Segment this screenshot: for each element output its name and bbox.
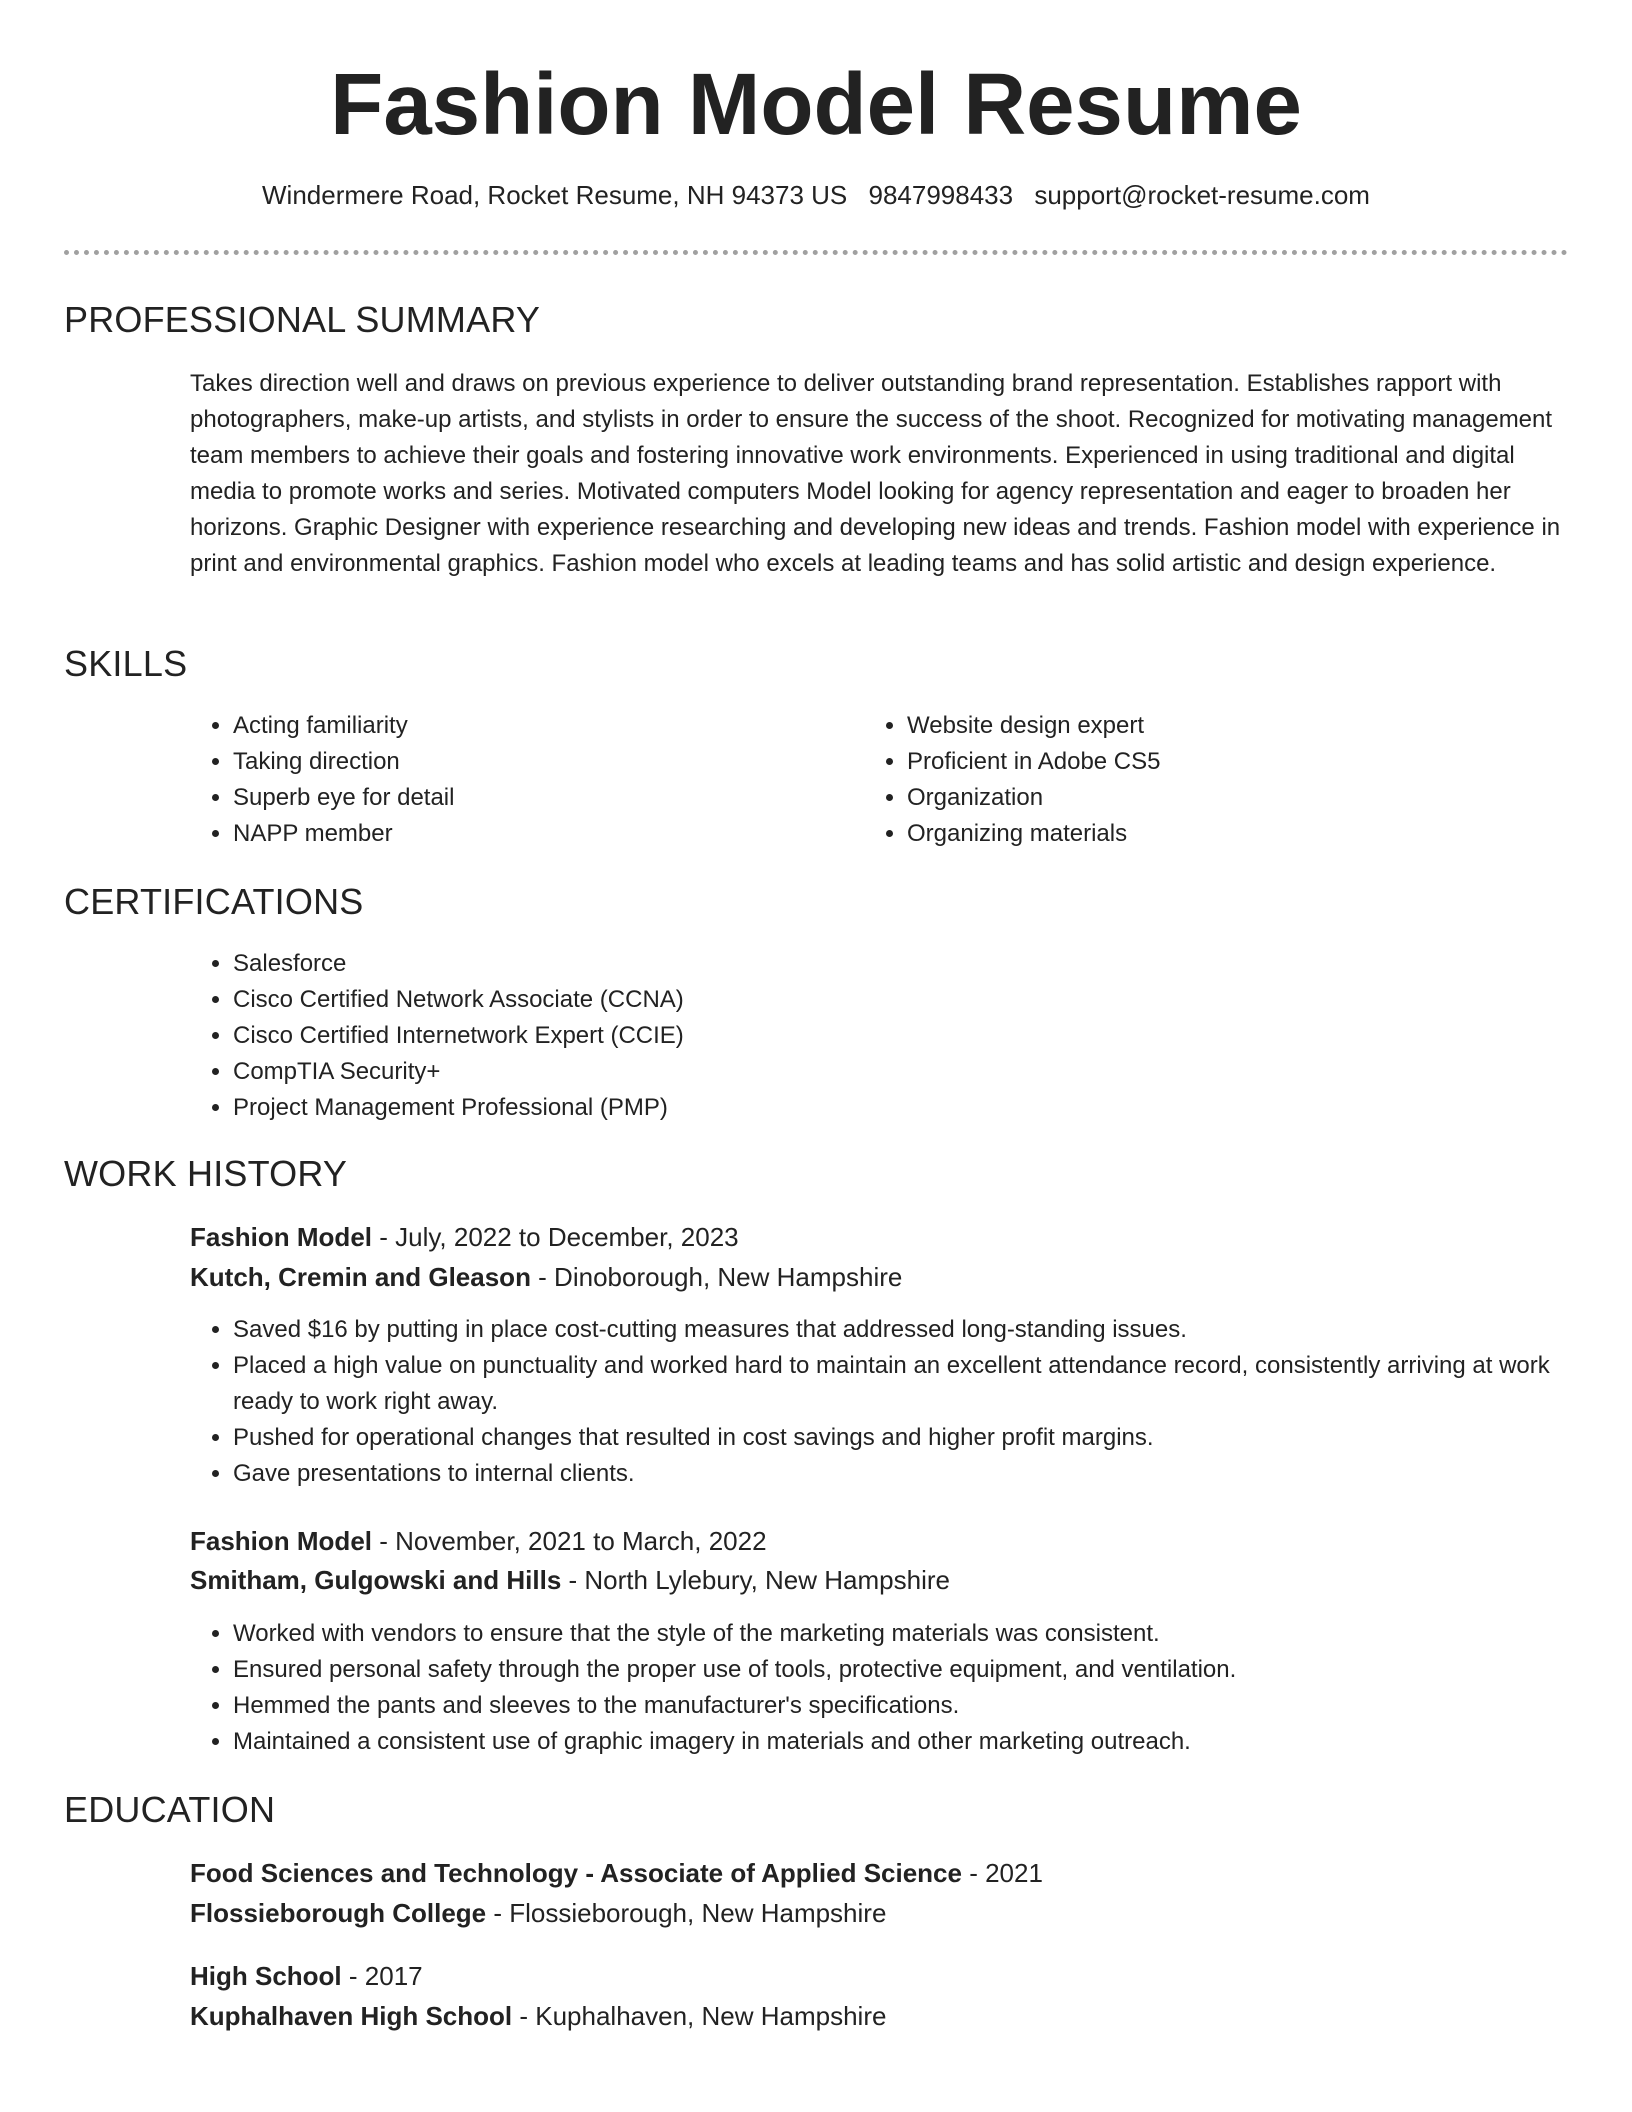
certification-item: • Project Management Professional (PMP) [233,1090,1533,1126]
skill-item: • Organizing materials [907,816,1507,852]
section-heading-summary: PROFESSIONAL SUMMARY [64,299,541,340]
education-degree: High School [190,1961,342,1991]
skill-item: • Superb eye for detail [233,780,833,816]
skill-item: • Acting familiarity [233,708,833,744]
summary-text: Takes direction well and draws on previous experience to deliver outstanding brand representation. Establishes rapport with photographers, make-up artists, and stylists in order to ensure the success of the shoot. Recognized for motivating management team members to achieve their goals and fostering innovative work environments. Experienced in using traditional and digital media to promote works and series. Motivated computers Model looking for agency representation and eager to broaden her horizons. Graphic Designer with experience researching and developing new ideas and trends. Fashion model with experience in print and environmental graphics. Fashion model who excels at leading teams and has solid artistic and design experience. [190,370,1561,577]
header-divider [64,250,1568,255]
job-title-line [190,1219,739,1255]
education-degree: Food Sciences and Technology - Associate of Applied Science [190,1858,962,1888]
job-dates: - November, 2021 to March, 2022 [372,1526,767,1556]
education-school: Kuphalhaven High School [190,2001,513,2031]
job-company: Smitham, Gulgowski and Hills [190,1565,562,1595]
skill-item: • NAPP member [233,816,833,852]
job-bullet: • Placed a high value on punctuality and worked hard to maintain an excellent attendance record, consistently arriving at work ready to work right away. [233,1348,1573,1420]
job-dates: - July, 2022 to December, 2023 [372,1222,739,1252]
job-bullets [190,1312,1573,1492]
education-year: - 2021 [961,1858,1043,1888]
education-degree-line [190,1855,1043,1891]
job-title: Fashion Model [190,1526,372,1556]
job-title: Fashion Model [190,1222,372,1252]
education-degree-line [190,1958,423,1994]
contact-phone: 9847998433 [868,180,1014,210]
job-title-line [190,1523,767,1559]
skills-list-right [864,708,1507,852]
skill-item: • Website design expert [907,708,1507,744]
certifications-list [190,946,1533,1126]
skill-item: • Organization [907,780,1507,816]
job-bullet: • Gave presentations to internal clients. [233,1456,1573,1492]
skill-item: • Proficient in Adobe CS5 [907,744,1507,780]
job-bullet: • Pushed for operational changes that resulted in cost savings and higher profit margins. [233,1420,1573,1456]
certification-item: • CompTIA Security+ [233,1054,1533,1090]
job-bullets [190,1616,1573,1760]
education-location: - Flossieborough, New Hampshire [486,1898,887,1928]
resume-title: Fashion Model Resume [330,56,1302,153]
skill-item: • Taking direction [233,744,833,780]
section-heading-skills: SKILLS [64,643,188,684]
certification-item: • Salesforce [233,946,1533,982]
job-location: - Dinoborough, New Hampshire [530,1262,903,1292]
education-year: - 2017 [341,1961,423,1991]
job-company: Kutch, Cremin and Gleason [190,1262,531,1292]
job-bullet: • Ensured personal safety through the proper use of tools, protective equipment, and ventilation. [233,1652,1573,1688]
contact-line [0,177,1632,213]
education-location: - Kuphalhaven, New Hampshire [512,2001,887,2031]
job-location: - North Lylebury, New Hampshire [561,1565,950,1595]
education-school-line [190,1998,886,2034]
education-school: Flossieborough College [190,1898,487,1928]
contact-address: Windermere Road, Rocket Resume, NH 94373 US [262,180,848,210]
certification-item: • Cisco Certified Network Associate (CCNA) [233,982,1533,1018]
section-heading-education: EDUCATION [64,1789,276,1830]
contact-email: support@rocket-resume.com [1034,180,1370,210]
job-bullet: • Maintained a consistent use of graphic imagery in materials and other marketing outreach. [233,1724,1573,1760]
job-bullet: • Saved $16 by putting in place cost-cutting measures that addressed long-standing issues. [233,1312,1573,1348]
certification-item: • Cisco Certified Internetwork Expert (CCIE) [233,1018,1533,1054]
job-bullet: • Worked with vendors to ensure that the style of the marketing materials was consistent. [233,1616,1573,1652]
job-company-line [190,1259,902,1295]
skills-list-left [190,708,833,852]
education-school-line [190,1895,886,1931]
job-bullet: • Hemmed the pants and sleeves to the manufacturer's specifications. [233,1688,1573,1724]
section-heading-certifications: CERTIFICATIONS [64,881,364,922]
section-heading-work-history: WORK HISTORY [64,1153,348,1194]
job-company-line [190,1562,950,1598]
